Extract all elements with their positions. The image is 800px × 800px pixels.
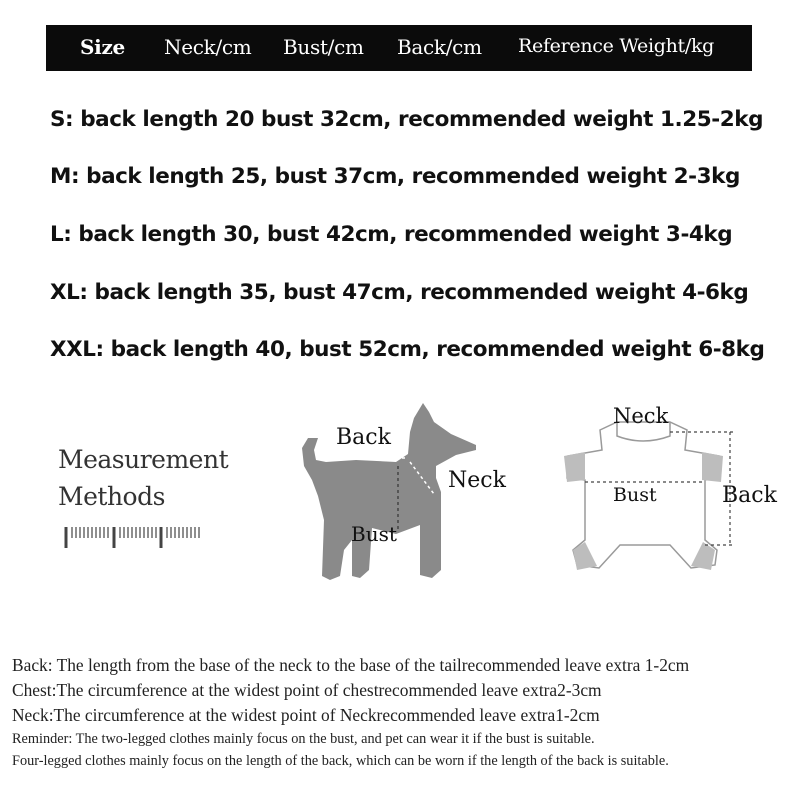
dog-back-label: Back [336, 425, 391, 450]
measurement-methods-subtitle: Methods [58, 482, 165, 511]
note-neck-definition: Neck:The circumference at the widest point of Neckrecommended leave extra1-2cm [12, 705, 600, 725]
note-reminder: Reminder: The two-legged clothes mainly focus on the bust, and pet can wear it if the bust is suitable. [12, 731, 595, 747]
clothes-back-label: Back [722, 483, 777, 508]
clothes-bust-label: Bust [613, 484, 657, 506]
size-line-xl: XL: back length 35, bust 47cm, recommended weight 4-6kg [50, 280, 749, 305]
header-back: Back/cm [397, 35, 482, 59]
header-neck: Neck/cm [164, 35, 252, 59]
header-size: Size [80, 35, 125, 59]
dog-measurement-diagram [296, 400, 516, 590]
size-line-m: M: back length 25, bust 37cm, recommended weight 2-3kg [50, 164, 740, 189]
clothes-neck-label: Neck [613, 404, 669, 428]
note-back-definition: Back: The length from the base of the neck to the base of the tailrecommended leave extra 1-2cm [12, 655, 690, 675]
clothes-measurement-diagram [555, 400, 785, 590]
dog-bust-label: Bust [351, 522, 397, 546]
dog-neck-label: Neck [448, 468, 506, 493]
size-chart-header [46, 25, 752, 71]
note-four-legged: Four-legged clothes mainly focus on the length of the back, which can be worn if the length of the back is suitable. [12, 753, 669, 769]
ruler-icon [63, 522, 203, 552]
size-line-xxl: XXL: back length 40, bust 52cm, recommended weight 6-8kg [50, 337, 765, 362]
header-reference-weight: Reference Weight/kg [518, 35, 715, 57]
header-bust: Bust/cm [283, 35, 364, 59]
size-line-s: S: back length 20 bust 32cm, recommended weight 1.25-2kg [50, 107, 764, 132]
size-line-l: L: back length 30, bust 42cm, recommended weight 3-4kg [50, 222, 733, 247]
measurement-methods-title: Measurement [58, 445, 229, 474]
note-chest-definition: Chest:The circumference at the widest point of chestrecommended leave extra2-3cm [12, 680, 602, 700]
